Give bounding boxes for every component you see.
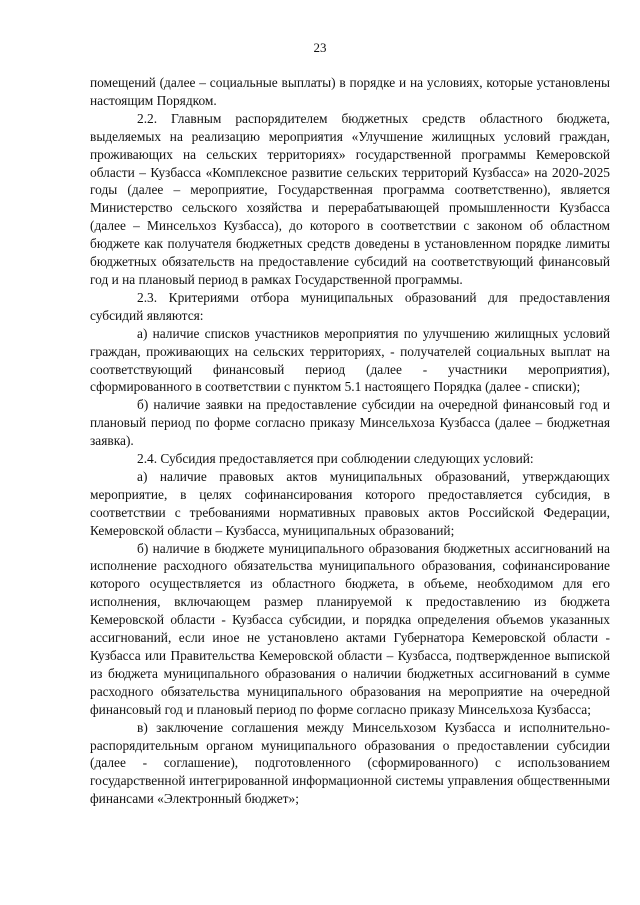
page-number: 23 (313, 40, 327, 55)
paragraph-2-4-v: в) заключение соглашения между Минсельхозом Кузбасса и исполнительно-распорядительным органом муниципального образования о предоставлении субсидии (далее - соглашение), подготовленного (сформированного) с использованием государственной интегрированной информационной системы управления общественными финансами «Электронный бюджет»; (90, 719, 610, 807)
paragraph-2-3-a: а) наличие списков участников мероприятия по улучшению жилищных условий граждан, проживающих на сельских территориях, - получателей социальных выплат на соответствующий финансовый период (далее - участники мероприятия), сформированного в соответствии с пунктом 5.1 настоящего Порядка (далее - списки); (90, 325, 610, 395)
paragraph-2-4: 2.4. Субсидия предоставляется при соблюдении следующих условий: (137, 451, 534, 467)
paragraph-continuation: помещений (далее – социальные выплаты) в порядке и на условиях, которые установлены настоящим Порядком. (90, 75, 610, 108)
paragraph-2-4-b: б) наличие в бюджете муниципального образования бюджетных ассигнований на исполнение расходного обязательства муниципального образования, софинансирование которого осуществляется из областного бюджета, в объеме, необходимом для его исполнения, включающем размер планируемой к предоставлению из бюджета Кемеровской области - Кузбасса субсидии, и порядка определения объемов указанных ассигнований, если иное не установлено актами Губернатора Кемеровской области - Кузбасса или Правительства Кемеровской области – Кузбасса, подтвержденное выпиской из бюджета муниципального образования о наличии бюджетных ассигнований в сумме расходного обязательства муниципального образования на мероприятие на очередной финансовый год и плановый период по форме согласно приказу Минсельхоза Кузбасса; (90, 540, 610, 717)
paragraph-2-3: 2.3. Критериями отбора муниципальных образований для предоставления субсидий являются: (90, 289, 610, 323)
paragraph-2-3-b: б) наличие заявки на предоставление субсидии на очередной финансовый год и плановый период по форме согласно приказу Минсельхоза Кузбасса (далее – бюджетная заявка). (90, 397, 610, 449)
paragraph-2-2: 2.2. Главным распорядителем бюджетных средств областного бюджета, выделяемых на реализацию мероприятия «Улучшение жилищных условий граждан, проживающих на сельских территориях» государственной программы Кемеровской области – Кузбасса «Комплексное развитие сельских территорий Кузбасса» на 2020-2025 годы (далее – мероприятие, Государственная программа соответственно), является Министерство сельского хозяйства и перерабатывающей промышленности Кузбасса (далее – Минсельхоз Кузбасса), до которого в соответствии с законом об областном бюджете как получателя бюджетных средств доведены в установленном порядке лимиты бюджетных обязательств на предоставление субсидий на соответствующий финансовый год и на плановый период в рамках Государственной программы. (90, 110, 610, 287)
paragraph-2-4-a: а) наличие правовых актов муниципальных образований, утверждающих мероприятие, в целях софинансирования которого предоставляется субсидия, в соответствии с требованиями нормативных правовых актов Российской Федерации, Кемеровской области – Кузбасса, муниципальных образований; (90, 468, 610, 538)
document-body (90, 74, 610, 808)
